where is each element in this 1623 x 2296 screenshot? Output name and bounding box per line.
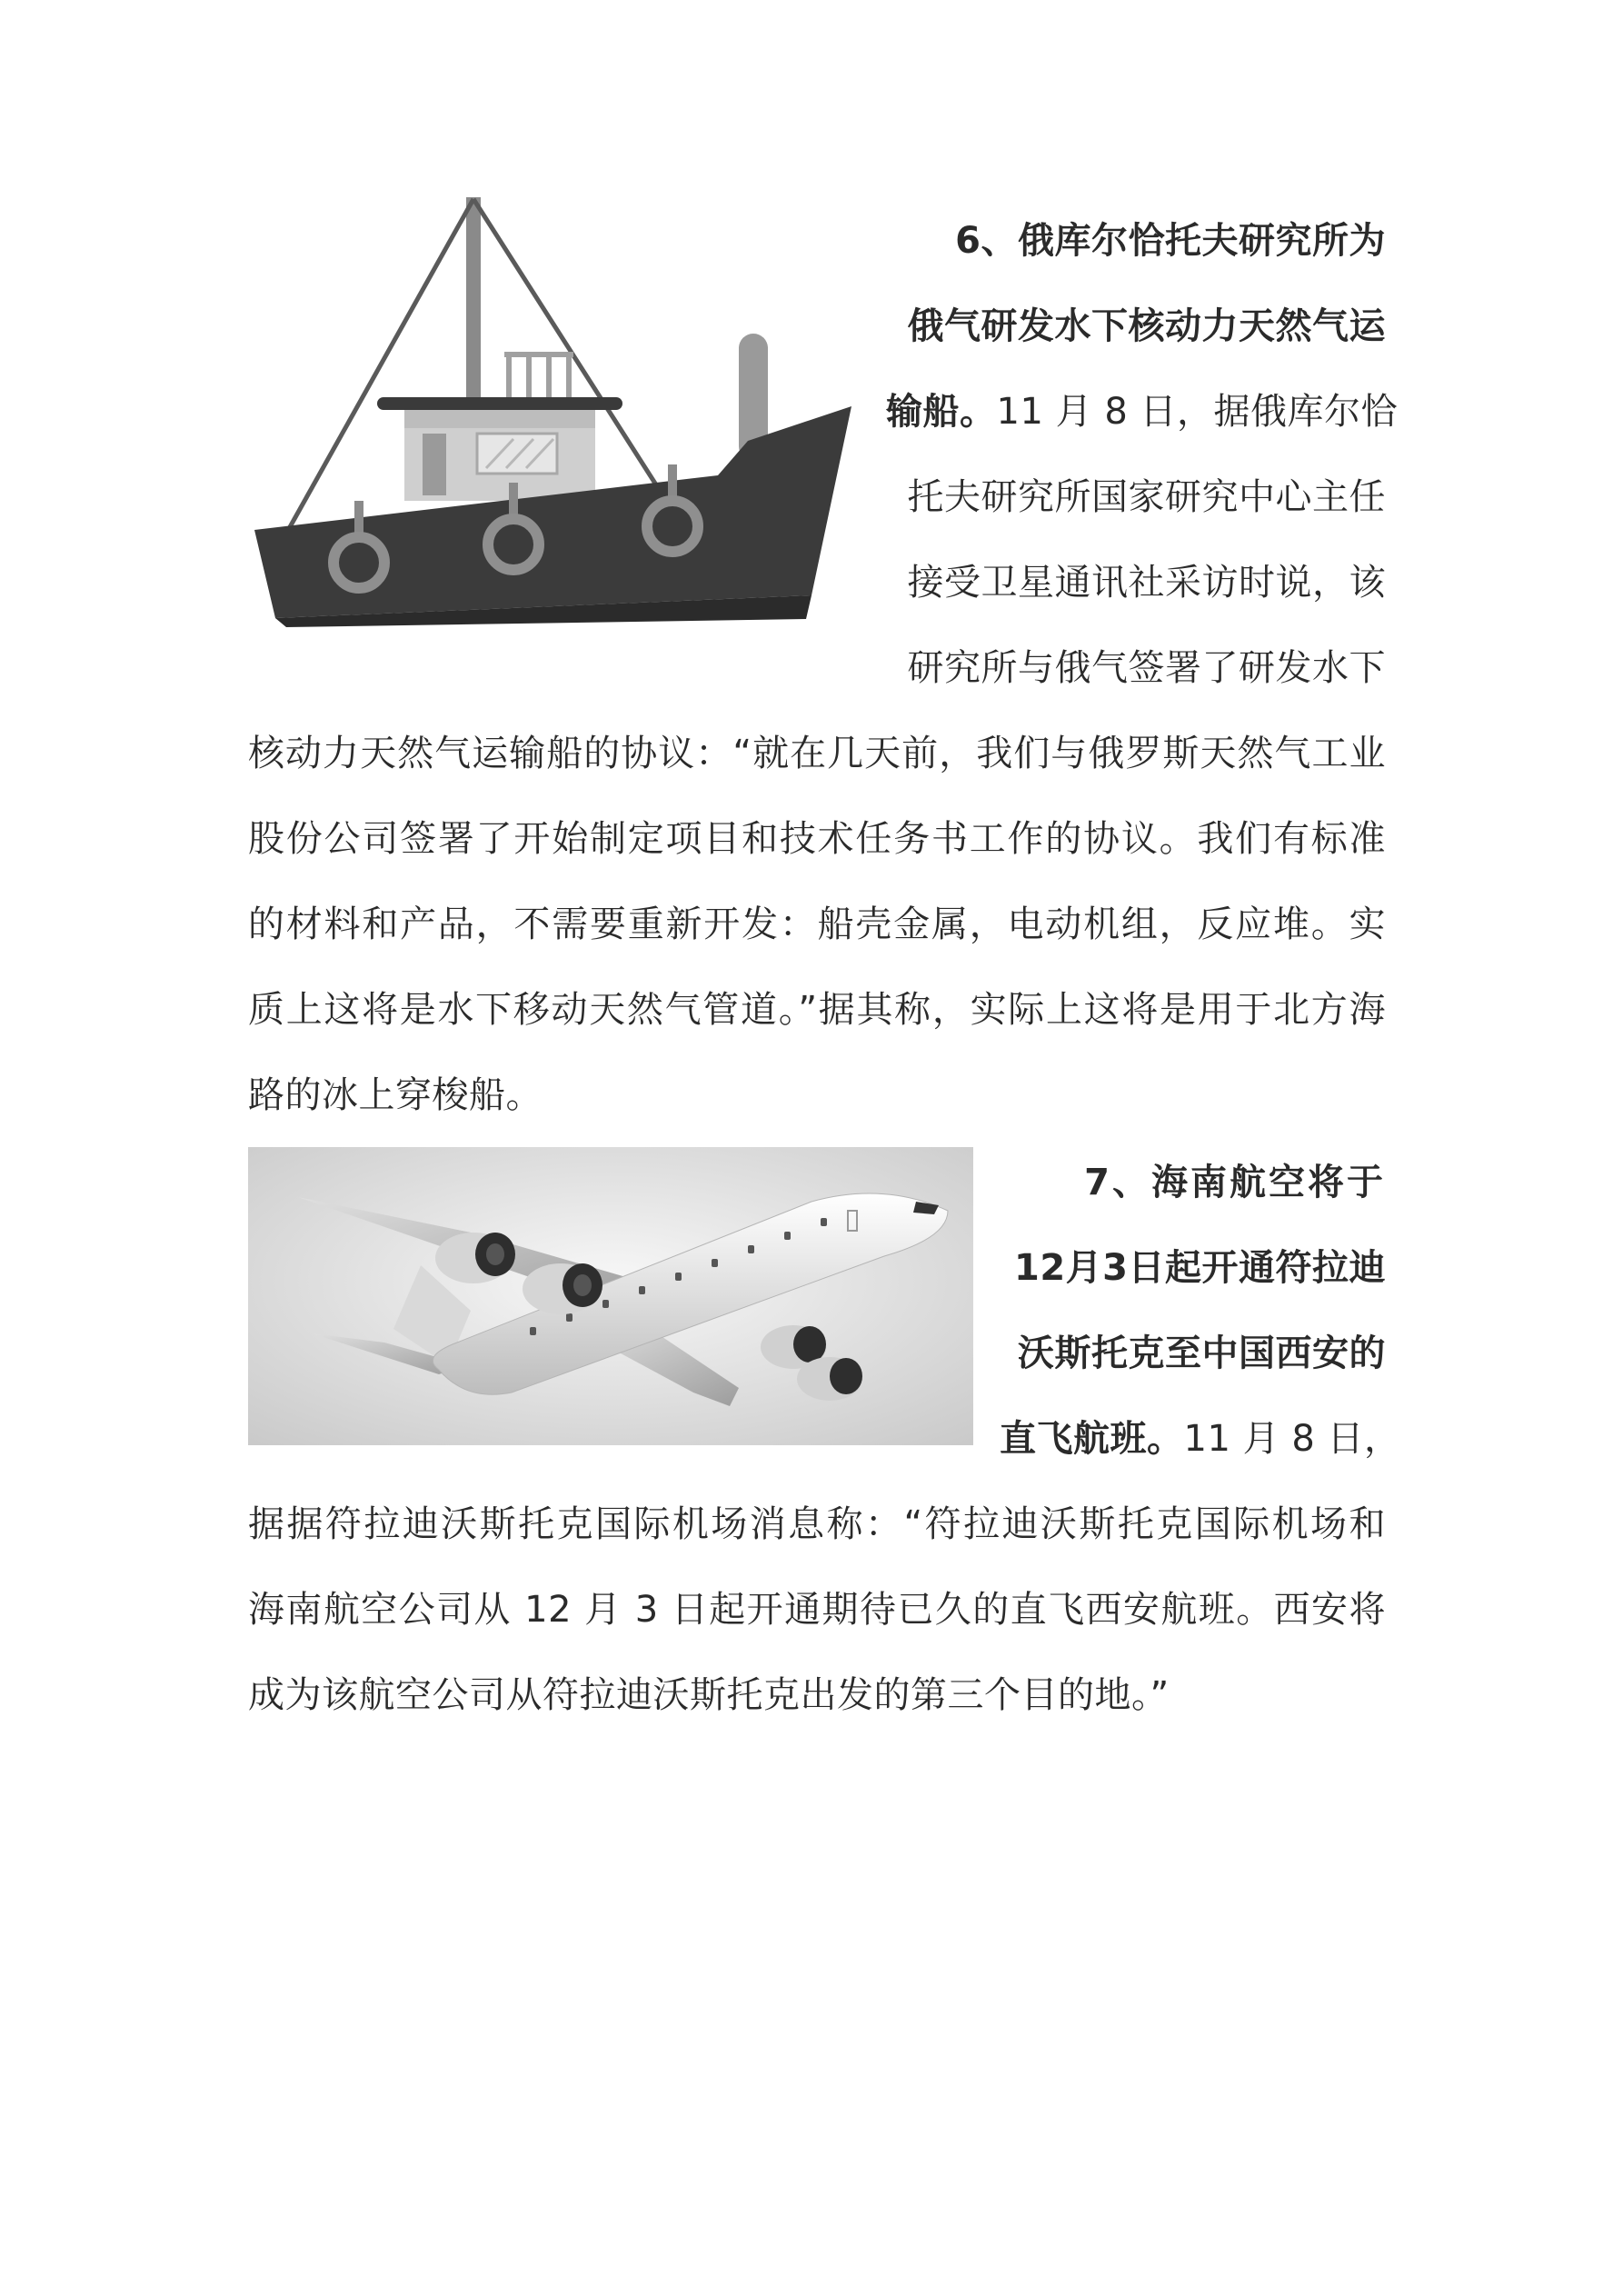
section7-heading-line4-row [1000,1413,1401,1464]
section7-heading-line1: 7、海南航空将于 [1084,1162,1386,1203]
section6-body-line5: 路的冰上穿梭船。 [248,1074,543,1116]
section6-heading-line3: 输船。 [886,391,997,433]
section6-body-line2: 股份公司签署了开始制定项目和技术任务书工作的协议。我们有标准 [248,818,1386,860]
section6-body-line1: 核动力天然气运输船的协议：“就在几天前，我们与俄罗斯天然气工业 [248,733,1386,774]
section7-heading-line4: 直飞航班。 [1000,1418,1184,1460]
section7-body-line3: 成为该航空公司从符拉迪沃斯托克出发的第三个目的地。” [248,1674,1170,1716]
section7-heading-line2: 12月3日起开通符拉迪 [1014,1247,1386,1289]
section6-side-line3: 接受卫星通讯社采访时说，该 [907,562,1386,604]
section7-heading-tail: 11 月 8 日， [1183,1418,1401,1460]
section6-side-line2: 托夫研究所国家研究中心主任 [907,476,1386,518]
airplane-photo-icon [248,1147,973,1445]
section6-side-line1: 11 月 8 日，据俄库尔恰 [996,391,1398,433]
section6-heading-line1: 6、俄库尔恰托夫研究所为 [955,220,1386,262]
section7-body-line1: 据据符拉迪沃斯托克国际机场消息称：“符拉迪沃斯托克国际机场和 [248,1503,1386,1545]
ship-illustration-icon [250,195,859,632]
section6-side-line4: 研究所与俄气签署了研发水下 [907,647,1386,689]
section6-heading-line2: 俄气研发水下核动力天然气运 [907,305,1386,347]
section6-body-line4: 质上这将是水下移动天然气管道。”据其称，实际上这将是用于北方海 [248,989,1386,1031]
section6-body-line3: 的材料和产品，不需要重新开发：船壳金属，电动机组，反应堆。实 [248,903,1386,945]
section6-heading-line3-row [886,386,1398,437]
section7-heading-line3: 沃斯托克至中国西安的 [1018,1333,1386,1374]
section7-body-line2: 海南航空公司从 12 月 3 日起开通期待已久的直飞西安航班。西安将 [248,1589,1386,1631]
